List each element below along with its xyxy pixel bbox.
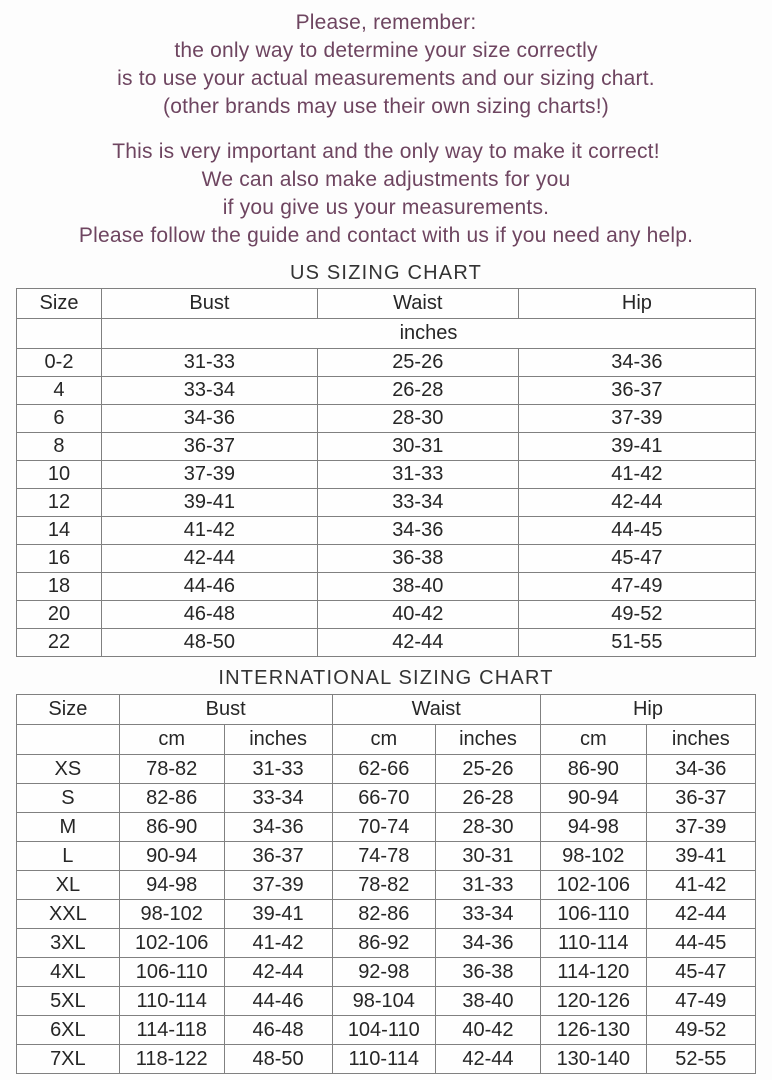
table-cell: 86-90 — [540, 755, 646, 784]
table-cell: 41-42 — [646, 871, 755, 900]
table-row — [17, 461, 756, 489]
table-cell: 42-44 — [646, 900, 755, 929]
table-cell: 90-94 — [540, 784, 646, 813]
table-cell: 44-45 — [646, 929, 755, 958]
table-cell: 51-55 — [518, 629, 755, 657]
table-row — [17, 405, 756, 433]
table-cell: 30-31 — [317, 433, 518, 461]
table-cell: 39-41 — [101, 489, 317, 517]
us-sizing-table — [16, 288, 756, 657]
table-cell: 34-36 — [317, 517, 518, 545]
table-cell: 106-110 — [119, 958, 224, 987]
table-cell: 36-37 — [518, 377, 755, 405]
table-cell: 48-50 — [224, 1045, 332, 1074]
intro-line: the only way to determine your size correctly — [174, 39, 598, 62]
table-cell: 98-102 — [119, 900, 224, 929]
table-cell: 34-36 — [224, 813, 332, 842]
table-cell: 78-82 — [119, 755, 224, 784]
intl-col-header-hip: Hip — [540, 695, 755, 725]
table-cell: 28-30 — [436, 813, 541, 842]
table-cell: 34-36 — [436, 929, 541, 958]
intro-line: Please, remember: — [295, 11, 477, 34]
table-cell: XS — [17, 755, 120, 784]
table-cell: 102-106 — [540, 871, 646, 900]
table-cell: 94-98 — [119, 871, 224, 900]
table-cell: 41-42 — [224, 929, 332, 958]
table-row — [17, 377, 756, 405]
table-cell: 14 — [17, 517, 102, 545]
table-cell: 5XL — [17, 987, 120, 1016]
table-cell: 86-90 — [119, 813, 224, 842]
intl-subheader-waist-inches: inches — [436, 725, 541, 755]
table-cell: 48-50 — [101, 629, 317, 657]
table-cell: 36-38 — [317, 545, 518, 573]
table-cell: 114-118 — [119, 1016, 224, 1045]
table-cell: 37-39 — [646, 813, 755, 842]
intl-subheader-bust-cm: cm — [119, 725, 224, 755]
table-cell: 44-46 — [101, 573, 317, 601]
intl-subheader-empty-cell — [17, 725, 120, 755]
table-cell: 78-82 — [332, 871, 435, 900]
table-cell: 25-26 — [317, 349, 518, 377]
table-row — [17, 958, 756, 987]
table-cell: 31-33 — [101, 349, 317, 377]
intl-subheader-hip-cm: cm — [540, 725, 646, 755]
table-cell: 44-46 — [224, 987, 332, 1016]
table-cell: 4 — [17, 377, 102, 405]
intl-subheader-row — [17, 725, 756, 755]
table-row — [17, 842, 756, 871]
table-cell: 10 — [17, 461, 102, 489]
intl-chart-title: INTERNATIONAL SIZING CHART — [218, 667, 554, 689]
table-cell: 3XL — [17, 929, 120, 958]
intl-subheader-waist-cm: cm — [332, 725, 435, 755]
us-table-head — [17, 289, 756, 349]
table-cell: 36-37 — [101, 433, 317, 461]
table-cell: 26-28 — [317, 377, 518, 405]
table-cell: 42-44 — [101, 545, 317, 573]
table-cell: 4XL — [17, 958, 120, 987]
table-cell: 46-48 — [224, 1016, 332, 1045]
table-cell: 49-52 — [646, 1016, 755, 1045]
table-cell: 39-41 — [224, 900, 332, 929]
table-cell: 0-2 — [17, 349, 102, 377]
table-row — [17, 629, 756, 657]
table-cell: 33-34 — [436, 900, 541, 929]
table-cell: 40-42 — [436, 1016, 541, 1045]
table-cell: S — [17, 784, 120, 813]
table-row — [17, 545, 756, 573]
table-cell: 31-33 — [317, 461, 518, 489]
table-cell: 6 — [17, 405, 102, 433]
table-cell: 110-114 — [332, 1045, 435, 1074]
table-cell: 8 — [17, 433, 102, 461]
table-cell: 41-42 — [101, 517, 317, 545]
table-cell: 82-86 — [332, 900, 435, 929]
table-cell: 33-34 — [224, 784, 332, 813]
table-cell: 41-42 — [518, 461, 755, 489]
table-cell: 31-33 — [436, 871, 541, 900]
table-cell: 49-52 — [518, 601, 755, 629]
intl-table-body — [17, 755, 756, 1074]
table-cell: 36-38 — [436, 958, 541, 987]
table-cell: 47-49 — [518, 573, 755, 601]
intl-col-header-size: Size — [17, 695, 120, 725]
us-table-body — [17, 349, 756, 657]
table-row — [17, 1045, 756, 1074]
table-cell: 86-92 — [332, 929, 435, 958]
table-cell: 47-49 — [646, 987, 755, 1016]
table-cell: 46-48 — [101, 601, 317, 629]
table-cell: 40-42 — [317, 601, 518, 629]
intl-col-header-waist: Waist — [332, 695, 540, 725]
table-cell: 106-110 — [540, 900, 646, 929]
table-cell: 37-39 — [518, 405, 755, 433]
intro-line: if you give us your measurements. — [222, 196, 550, 219]
intro-line: This is very important and the only way to make it correct! — [112, 140, 660, 163]
table-cell: 36-37 — [646, 784, 755, 813]
table-cell: 37-39 — [101, 461, 317, 489]
table-cell: 18 — [17, 573, 102, 601]
table-cell: 20 — [17, 601, 102, 629]
table-cell: 28-30 — [317, 405, 518, 433]
table-cell: 45-47 — [518, 545, 755, 573]
us-chart-title: US SIZING CHART — [289, 262, 483, 284]
table-row — [17, 601, 756, 629]
us-unit-row — [17, 319, 756, 349]
table-cell: 42-44 — [224, 958, 332, 987]
us-col-header-size: Size — [17, 289, 102, 319]
table-cell: 7XL — [17, 1045, 120, 1074]
table-cell: 114-120 — [540, 958, 646, 987]
table-cell: 66-70 — [332, 784, 435, 813]
us-col-header-waist: Waist — [317, 289, 518, 319]
table-cell: 98-104 — [332, 987, 435, 1016]
intro-paragraph-2 — [0, 138, 772, 250]
table-cell: 52-55 — [646, 1045, 755, 1074]
table-row — [17, 433, 756, 461]
table-cell: 34-36 — [646, 755, 755, 784]
table-cell: 42-44 — [317, 629, 518, 657]
table-row — [17, 755, 756, 784]
table-cell: 36-37 — [224, 842, 332, 871]
table-cell: 26-28 — [436, 784, 541, 813]
table-cell: 110-114 — [119, 987, 224, 1016]
table-cell: 42-44 — [436, 1045, 541, 1074]
table-cell: 25-26 — [436, 755, 541, 784]
table-row — [17, 900, 756, 929]
table-cell: 22 — [17, 629, 102, 657]
table-cell: 92-98 — [332, 958, 435, 987]
table-row — [17, 489, 756, 517]
table-cell: 120-126 — [540, 987, 646, 1016]
table-cell: 39-41 — [646, 842, 755, 871]
intl-subheader-hip-inches: inches — [646, 725, 755, 755]
table-cell: 31-33 — [224, 755, 332, 784]
table-cell: 12 — [17, 489, 102, 517]
table-cell: 42-44 — [518, 489, 755, 517]
table-cell: 62-66 — [332, 755, 435, 784]
us-col-header-hip: Hip — [518, 289, 755, 319]
us-col-header-bust: Bust — [101, 289, 317, 319]
table-cell: 94-98 — [540, 813, 646, 842]
table-row — [17, 871, 756, 900]
us-header-row — [17, 289, 756, 319]
intl-header-row — [17, 695, 756, 725]
table-cell: XL — [17, 871, 120, 900]
table-cell: M — [17, 813, 120, 842]
table-cell: 44-45 — [518, 517, 755, 545]
table-cell: 34-36 — [518, 349, 755, 377]
table-row — [17, 573, 756, 601]
table-cell: 6XL — [17, 1016, 120, 1045]
table-cell: 110-114 — [540, 929, 646, 958]
table-cell: 16 — [17, 545, 102, 573]
table-cell: 33-34 — [317, 489, 518, 517]
intl-subheader-bust-inches: inches — [224, 725, 332, 755]
table-cell: XXL — [17, 900, 120, 929]
table-row — [17, 784, 756, 813]
table-row — [17, 929, 756, 958]
table-cell: 45-47 — [646, 958, 755, 987]
table-row — [17, 517, 756, 545]
intl-table-head — [17, 695, 756, 755]
table-cell: 102-106 — [119, 929, 224, 958]
table-cell: 33-34 — [101, 377, 317, 405]
table-row — [17, 349, 756, 377]
intro-note — [0, 0, 772, 250]
table-cell: L — [17, 842, 120, 871]
table-cell: 70-74 — [332, 813, 435, 842]
intro-line: (other brands may use their own sizing charts!) — [163, 95, 609, 118]
table-cell: 98-102 — [540, 842, 646, 871]
table-cell: 90-94 — [119, 842, 224, 871]
intl-sizing-table — [16, 694, 756, 1074]
table-cell: 34-36 — [101, 405, 317, 433]
table-row — [17, 813, 756, 842]
table-cell: 118-122 — [119, 1045, 224, 1074]
table-cell: 130-140 — [540, 1045, 646, 1074]
table-cell: 39-41 — [518, 433, 755, 461]
table-cell: 38-40 — [436, 987, 541, 1016]
intro-line: We can also make adjustments for you — [201, 168, 571, 191]
table-row — [17, 1016, 756, 1045]
us-unit-empty-cell — [17, 319, 102, 349]
intro-line: Please follow the guide and contact with us if you need any help. — [78, 224, 694, 247]
table-cell: 38-40 — [317, 573, 518, 601]
table-cell: 82-86 — [119, 784, 224, 813]
table-cell: 126-130 — [540, 1016, 646, 1045]
table-cell: 30-31 — [436, 842, 541, 871]
table-cell: 74-78 — [332, 842, 435, 871]
table-row — [17, 987, 756, 1016]
intro-line: is to use your actual measurements and our sizing chart. — [117, 67, 655, 90]
table-cell: 37-39 — [224, 871, 332, 900]
intro-paragraph-1 — [0, 9, 772, 121]
table-cell: 104-110 — [332, 1016, 435, 1045]
intl-col-header-bust: Bust — [119, 695, 332, 725]
us-unit-label: inches — [101, 319, 755, 349]
